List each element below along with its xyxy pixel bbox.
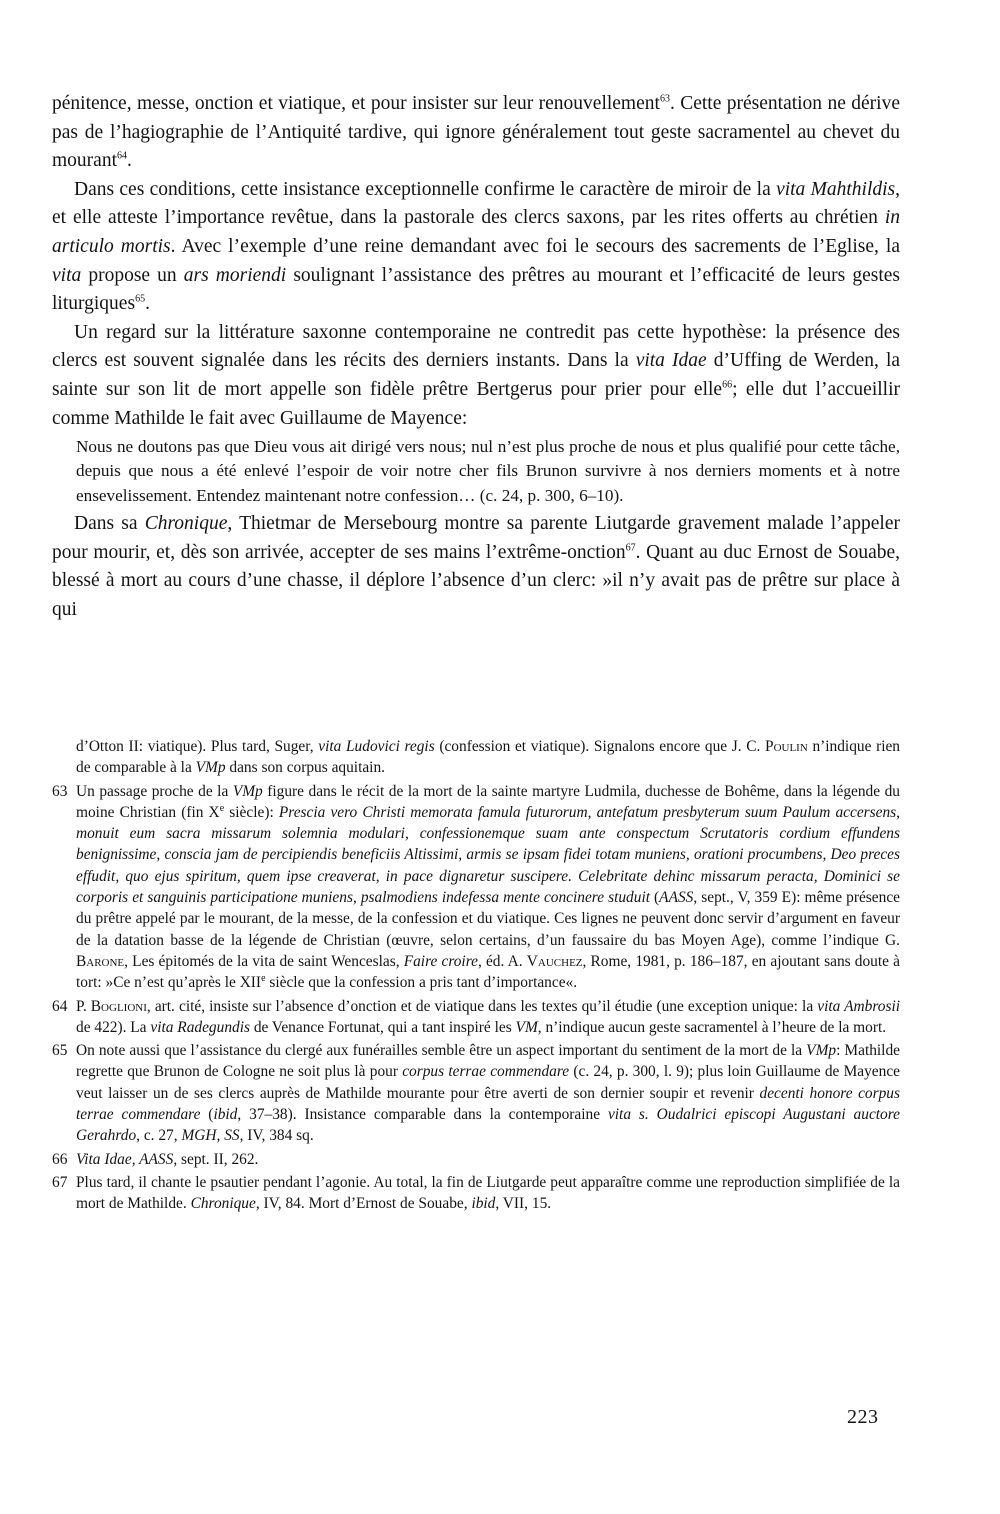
text-run: propose un [81,264,184,286]
text-run: Dans ces conditions, cette insistance exceptionnelle confirme le caractère de miroir de la [74,178,777,200]
text-run: , Les épitomés de la vita de saint Wenceslas, [124,952,404,970]
italic-run: vita Mahthildis [776,178,896,200]
text-run: P. [76,997,91,1015]
text-run: n’indique rien de comparable à la [76,738,900,777]
footnote-number: 64 [52,997,68,1015]
footnote-number: 65 [52,1042,68,1060]
superscript: e [261,973,266,985]
text-run: , sept., V, 359 E): même présence du prêtre appelé par le mourant, de la messe, de la confession et du viatique. Ces lignes ne peuvent donc servir d’argument en faveur de la datation basse de la légende de Christian (œuvre, selon certains, d’un faussaire du bas Moyen Age), comme l’indique G. [76,889,900,949]
text-run: pénitence, messe, onction et viatique, et pour insister sur leur renouvellement [52,93,660,114]
footnote-63 [52,781,900,994]
text-run: dans son corpus aquitain. [225,759,385,777]
footnote-continuation [52,736,900,779]
text-run: . Quant au duc Ernost de Souabe, blessé à mort au cours d’une chasse, il déplore l’absence d’un clerc: »il n’y avait pas de prêtre sur place à qui [52,541,901,620]
text-run: . Avec l’exemple d’une reine demandant avec foi le secours des sacrements de l’Eglise, la [170,235,900,257]
text-run: Un passage proche de la [76,782,233,800]
text-run: ( [650,889,660,907]
footnote-number: 63 [52,782,68,800]
text-run: On note aussi que l’assistance du clergé aux funérailles semble être un aspect important du sentiment de la mort de la [76,1042,807,1060]
text-run: , n’indique aucun geste sacramentel à l’heure de la mort. [537,1018,887,1036]
text-run: , art. cité, insiste sur l’absence d’onction et de viatique dans les textes qu’il étudie (une exception unique: la [146,997,818,1015]
text-run: , Thietmar de Mersebourg montre sa parente Liutgarde gravement malade l’appeler pour mourir, et, dès son arrivée, accepter de ses mains l’extrême-onction [52,513,900,563]
text-run: , Rome, 1981, p. 186–187, en ajoutant sans doute à tort: »Ce n’est qu’après le XII [76,952,900,992]
block-quote: Nous ne doutons pas que Dieu vous ait dirigé vers nous; nul n’est plus proche de nous et plus qualifié pour cette tâche, depuis que nous a été enlevé l’espoir de voir notre cher fils Brunon survivre à nos derniers moments et à notre ensevelissement. Entendez maintenant notre confession… (c. 24, p. 300, 6–10). [76,437,900,505]
body-paragraph-2 [52,176,900,319]
italic-run: VM [515,1018,538,1036]
text-run: d’Otton II: viatique). Plus tard, Suger, [76,738,319,755]
footnote-65 [52,1040,900,1146]
footnote-64 [52,996,900,1039]
italic-run: VMp [232,782,263,800]
italic-run: VMp [806,1042,837,1060]
italic-run: vita [52,264,82,286]
body-paragraph-4 [52,510,900,624]
italic-run: Chronique [190,1195,256,1213]
italic-run: corpus terrae commendare [402,1063,570,1081]
italic-run: decenti honore corpus terrae commendare [76,1084,900,1124]
author-name: Vauchez [526,952,583,970]
italic-run: ars moriendi [183,264,287,286]
text-run: siècle): [224,803,279,821]
text-run: Un regard sur la littérature saxonne contemporaine ne contredit pas cette hypothèse: la présence des clercs est souvent signalée dans les récits des derniers instants. Dans la [52,321,900,372]
italic-run: vita Radegundis [150,1018,250,1036]
italic-run: vita s. Oudalrici episcopi Augustani auctore Gerahrdo [76,1106,900,1145]
italic-run: AASS [659,889,694,907]
footnote-ref-65[interactable]: 65 [135,293,146,305]
italic-run: Chronique [144,513,228,535]
latin-quote: Prescia vero Christi memorata famula futurorum, antefatum presbyterum suum Paulum accersens, monuit eum sacra missarum solemnia modulari, confessionemque suam ante conspectum Scrutatoris cordium effundens benignissime, conscia jam de percipiendis beneficiis Altissimi, armis se ipsam fidei totam muniens, orationi procumbens, Deo preces effudit, quo ejus spiritum, quem ipse creaverat, in pace dignaretur suscipere. Celebritate dehinc missarum peracta, Dominici se corporis et sanguinis participatione muniens, psalmodiens indefessa mente concinere studuit [76,803,901,907]
italic-run: vita Ambrosii [817,997,900,1015]
footnote-number: 67 [52,1173,68,1191]
footnote-67 [52,1172,900,1215]
text-run: , c. 27, [136,1127,182,1145]
text-run: de Venance Fortunat, qui a tant inspiré les [249,1018,516,1036]
text-run: figure dans le récit de la mort de la sainte martyre Ludmila, duchesse de Bohême, dans la légende du moine Christian (fin X [76,782,900,821]
body-paragraph-3 [52,319,900,433]
text-run: d’Uffing de Werden, la sainte sur son lit de mort appelle son fidèle prêtre Bertgerus pour prier pour elle [52,350,901,400]
page-number: 223 [847,1406,879,1428]
italic-run: Vita Idae, AASS [76,1150,174,1168]
text-run: , VII, 15. [495,1195,552,1213]
text-run: . [145,293,150,315]
italic-run: vita Idae [635,350,707,372]
author-name: Barone [76,952,125,970]
text-run: , 37–38). Insistance comparable dans la contemporaine [237,1106,608,1124]
text-run: Plus tard, il chante le psautier pendant l’agonie. Au total, la fin de Liutgarde peut apparaître comme une reproduction simplifiée de la mort de Mathilde. [76,1173,900,1213]
text-run: (c. 24, p. 300, l. 9); plus loin Guillaume de Mayence veut laisser un de ses clercs auprès de Mathilde mourante pour être averti de son dernier soupir et revenir [76,1063,900,1102]
body-paragraph-1 [52,90,900,176]
footnote-ref-63[interactable]: 63 [659,93,670,105]
text-run: , et elle atteste l’importance revêtue, dans la pastorale des clercs saxons, par les rites offerts au chrétien [52,178,901,229]
footnote-ref-64[interactable]: 64 [116,150,127,162]
italic-run: in articulo mortis [52,207,900,257]
text-run: , sept. II, 262. [173,1150,259,1168]
author-name: Poulin [765,738,808,755]
footnote-ref-66[interactable]: 66 [722,379,733,391]
italic-run: MGH, SS [181,1127,240,1145]
text-run: Dans sa [74,513,145,535]
page [52,90,900,1470]
text-run: . Cette présentation ne dérive pas de l’hagiographie de l’Antiquité tardive, qui ignore généralement tout geste sacramentel au chevet du mourant [52,93,900,172]
text-run: , éd. A. [477,952,527,970]
text-run: ; elle dut l’accueillir comme Mathilde le fait avec Guillaume de Mayence: [52,378,900,429]
text-run: ( [200,1106,214,1124]
footnote-number: 66 [52,1150,68,1168]
text-run: , IV, 384 sq. [239,1127,314,1145]
italic-run: Faire croire [403,952,478,970]
italic-run: ibid [213,1106,238,1124]
italic-run: vita Ludovici regis [318,738,435,755]
text-run: siècle que la confession a pris tant d’importance«. [265,974,578,992]
footnotes [52,736,900,1215]
footnote-66 [52,1149,900,1170]
italic-run: ibid [471,1195,496,1213]
text-run: : Mathilde regrette que Brunon de Cologne ne soit plus là pour [76,1042,900,1081]
text-run: (confession et viatique). Signalons encore que J. C. [434,738,766,755]
text-run: soulignant l’assistance des prêtres au mourant et l’efficacité de leurs gestes liturgiques [52,264,900,315]
author-name: Boglioni [90,997,147,1015]
superscript: e [219,802,225,814]
italic-run: VMp [195,759,226,777]
text-run: . [126,150,132,172]
text-run: , IV, 84. Mort d’Ernost de Souabe, [255,1195,472,1213]
text-run: de 422). La [76,1018,151,1036]
footnote-ref-67[interactable]: 67 [625,542,636,554]
